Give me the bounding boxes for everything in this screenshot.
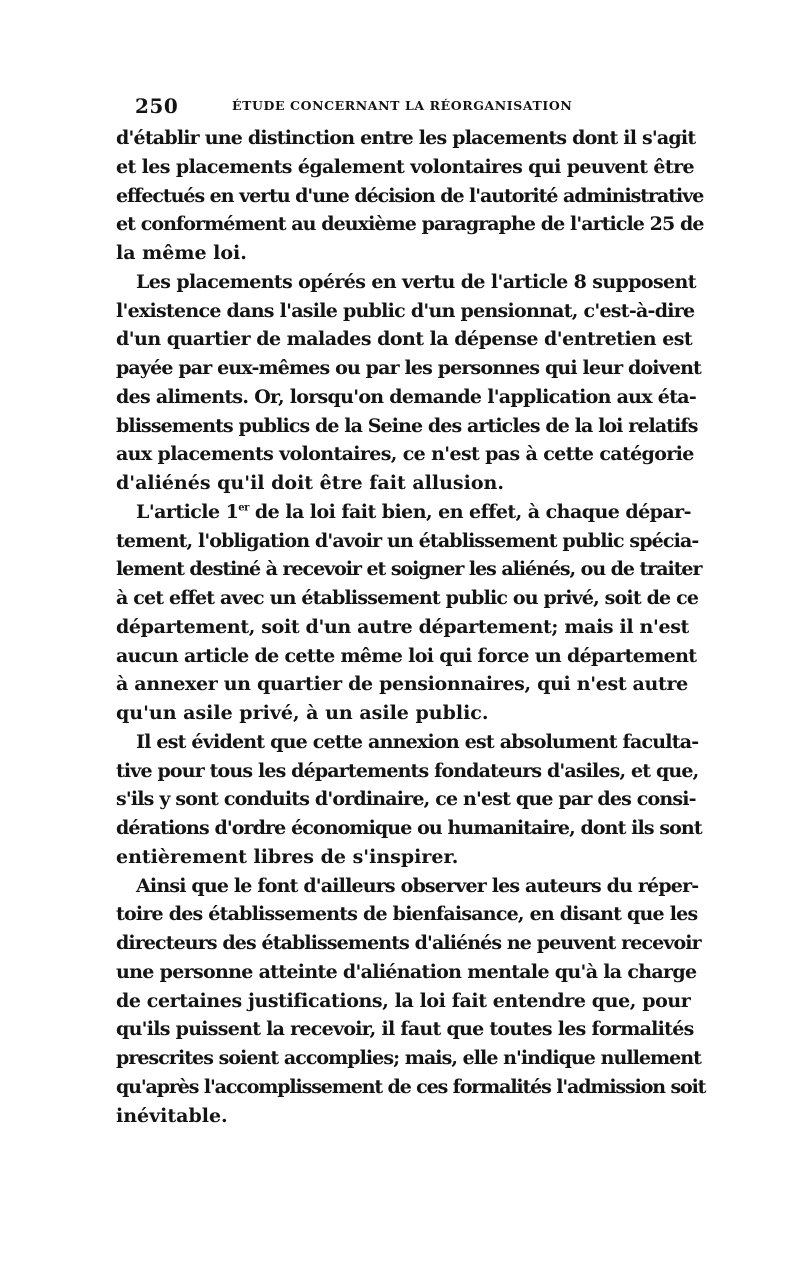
text-line: s'ils y sont conduits d'ordinaire, ce n'est que par des consi- bbox=[116, 788, 696, 811]
text-line: aux placements volontaires, ce n'est pas à cette catégorie bbox=[116, 443, 694, 466]
text-line: prescrites soient accomplies; mais, elle n'indique nullement bbox=[116, 1047, 701, 1069]
text-line: à cet effet avec un établissement public ou privé, soit de ce bbox=[116, 587, 699, 609]
text-line: L'article 1er de la loi fait bien, en effet, à chaque dépar- bbox=[136, 500, 691, 523]
text-line: une personne atteinte d'aliénation mentale qu'à la charge bbox=[116, 960, 697, 983]
text-line: tive pour tous les départements fondateurs d'asiles, et que, bbox=[116, 759, 699, 782]
body-text bbox=[116, 124, 706, 1130]
paragraph bbox=[116, 872, 706, 1131]
text-line: inévitable. bbox=[116, 1104, 228, 1127]
text-line: d'établir une distinction entre les placements dont il s'agit bbox=[116, 127, 696, 149]
text-line: de certaines justifications, la loi fait entendre que, pour bbox=[116, 989, 691, 1012]
text-line: des aliments. Or, lorsqu'on demande l'application aux éta- bbox=[116, 385, 697, 408]
text-line: blissements publics de la Seine des articles de la loi relatifs bbox=[116, 414, 698, 437]
text-line: département, soit d'un autre département; mais il n'est bbox=[116, 615, 689, 638]
paragraph bbox=[116, 268, 701, 498]
text-line: toire des établissements de bienfaisance, en disant que les bbox=[116, 903, 698, 926]
text-line: Les placements opérés en vertu de l'article 8 supposent bbox=[136, 270, 696, 293]
text-line: et les placements également volontaires qui peuvent être bbox=[116, 155, 695, 178]
text-line: qu'un asile privé, à un asile public. bbox=[116, 702, 489, 724]
text-line: qu'ils puissent la recevoir, il faut que toutes les formalités bbox=[116, 1018, 694, 1041]
text-line: effectués en vertu d'une décision de l'autorité administrative bbox=[116, 184, 704, 207]
paragraph bbox=[116, 498, 702, 728]
text-line: Ainsi que le font d'ailleurs observer les auteurs du réper- bbox=[136, 874, 699, 897]
text-line: à annexer un quartier de pensionnaires, qui n'est autre bbox=[116, 673, 688, 696]
text-line: directeurs des établissements d'aliénés ne peuvent recevoir bbox=[116, 932, 701, 954]
running-head bbox=[135, 94, 680, 116]
text-line: l'existence dans l'asile public d'un pensionnat, c'est-à-dire bbox=[116, 299, 695, 322]
paragraph bbox=[116, 728, 702, 872]
paragraph bbox=[116, 124, 704, 268]
text-line: entièrement libres de s'inspirer. bbox=[116, 845, 459, 868]
running-title: ÉTUDE CONCERNANT LA RÉORGANISATION bbox=[232, 98, 573, 113]
text-line: Il est évident que cette annexion est absolument faculta- bbox=[136, 730, 699, 753]
text-line: tement, l'obligation d'avoir un établissement public spécia- bbox=[116, 529, 699, 552]
page-number: 250 bbox=[135, 94, 179, 118]
text-line: d'un quartier de malades dont la dépense d'entretien est bbox=[116, 328, 693, 351]
text-line: dérations d'ordre économique ou humanitaire, dont ils sont bbox=[116, 817, 702, 839]
text-line: lement destiné à recevoir et soigner les aliénés, ou de traiter bbox=[116, 558, 702, 581]
text-line: d'aliénés qu'il doit être fait allusion. bbox=[116, 472, 504, 494]
text-line: et conformément au deuxième paragraphe de l'article 25 de bbox=[116, 213, 704, 236]
text-line: aucun article de cette même loi qui force un département bbox=[116, 644, 697, 667]
text-line: la même loi. bbox=[116, 242, 247, 264]
text-line: qu'après l'accomplissement de ces formalités l'admission soit bbox=[116, 1075, 706, 1098]
text-line: payée par eux-mêmes ou par les personnes qui leur doivent bbox=[116, 357, 701, 379]
